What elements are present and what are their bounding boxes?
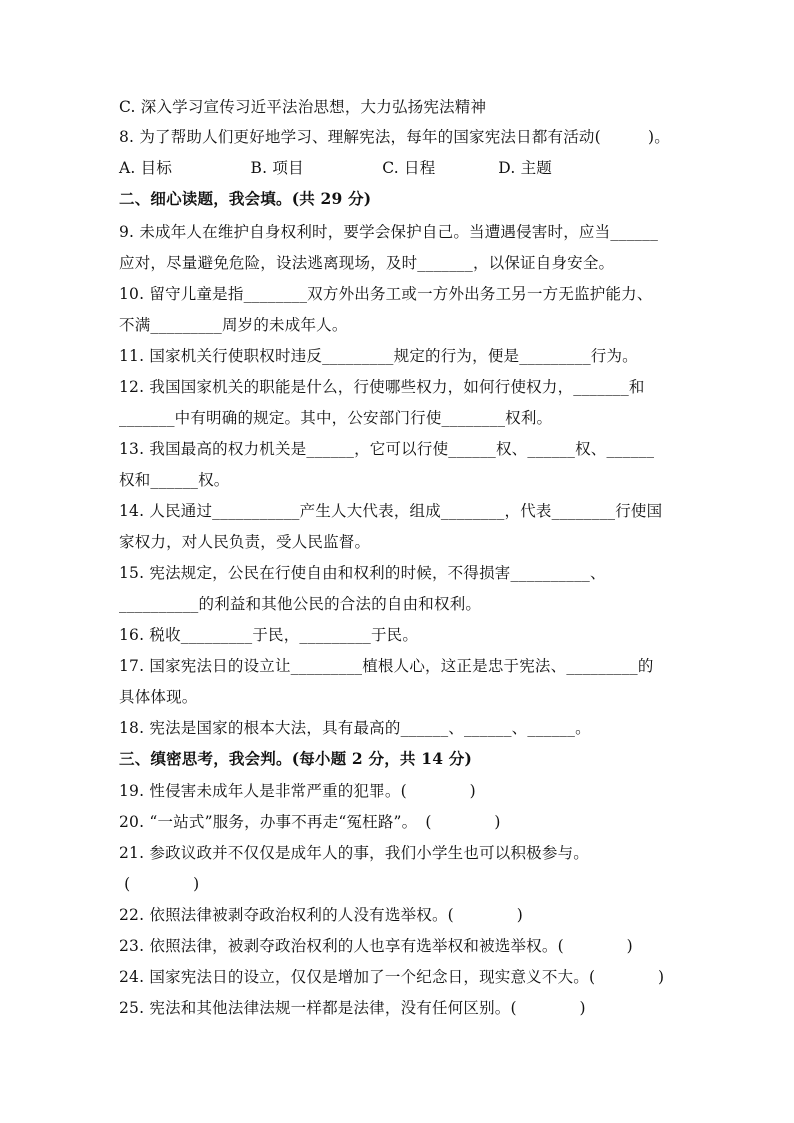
- question-23: 23. 依照法律，被剥夺政治权利的人也享有选举权和被选举权。( ): [119, 937, 633, 955]
- question-20: 20. “一站式”服务，办事不再走“冤枉路”。 ( ): [119, 813, 501, 831]
- question-11: 11. 国家机关行使职权时违反_________规定的行为，便是_________行为。: [119, 347, 638, 365]
- question-21: 21. 参政议政并不仅仅是成年人的事，我们小学生也可以积极参与。: [119, 844, 589, 862]
- question-25: 25. 宪法和其他法律法规一样都是法律，没有任何区别。( ): [119, 999, 586, 1017]
- question-13-cont: 权和______权。: [119, 471, 230, 489]
- question-16: 16. 税收_________于民，_________于民。: [119, 626, 419, 644]
- options-q8: A. 目标 B. 项目 C. 日程 D. 主题: [119, 159, 552, 177]
- question-15: 15. 宪法规定，公民在行使自由和权利的时候，不得损害__________、: [119, 564, 606, 582]
- question-17: 17. 国家宪法日的设立让_________植根人心，这正是忠于宪法、_________的: [119, 657, 654, 675]
- question-21-cont: ( ): [119, 875, 200, 893]
- question-14-cont: 家权力，对人民负责，受人民监督。: [119, 533, 371, 551]
- question-13: 13. 我国最高的权力机关是______，它可以行使______权、______权、______: [119, 440, 655, 458]
- question-24: 24. 国家宪法日的设立，仅仅是增加了一个纪念日，现实意义不大。( ): [119, 968, 665, 986]
- question-9-cont: 应对，尽量避免危险，设法逃离现场，及时_______，以保证自身安全。: [119, 254, 615, 272]
- question-10: 10. 留守儿童是指________双方外出务工或一方外出务工另一方无监护能力、: [119, 285, 653, 303]
- section-2-heading: 二、细心读题，我会填。(共 29 分): [119, 189, 372, 208]
- question-8: 8. 为了帮助人们更好地学习、理解宪法，每年的国家宪法日都有活动( )。: [119, 128, 670, 146]
- question-10-cont: 不满_________周岁的未成年人。: [119, 316, 348, 334]
- question-19: 19. 性侵害未成年人是非常严重的犯罪。( ): [119, 782, 476, 800]
- question-14: 14. 人民通过___________产生人大代表，组成________，代表________行使国: [119, 502, 663, 520]
- question-9: 9. 未成年人在维护自身权利时，要学会保护自己。当遭遇侵害时，应当______: [119, 223, 659, 241]
- question-12-cont: _______中有明确的规定。其中，公安部门行使________权利。: [119, 409, 553, 427]
- section-3-heading: 三、缜密思考，我会判。(每小题 2 分，共 14 分): [119, 749, 473, 768]
- question-22: 22. 依照法律被剥夺政治权利的人没有选举权。( ): [119, 906, 523, 924]
- question-17-cont: 具体体现。: [119, 688, 198, 706]
- question-15-cont: __________的利益和其他公民的合法的自由和权利。: [119, 595, 482, 613]
- question-12: 12. 我国国家机关的职能是什么，行使哪些权力，如何行使权力，_______和: [119, 378, 645, 396]
- option-c-q7: C. 深入学习宣传习近平法治思想，大力弘扬宪法精神: [119, 98, 487, 116]
- question-18: 18. 宪法是国家的根本大法，具有最高的______、______、______。: [119, 719, 591, 737]
